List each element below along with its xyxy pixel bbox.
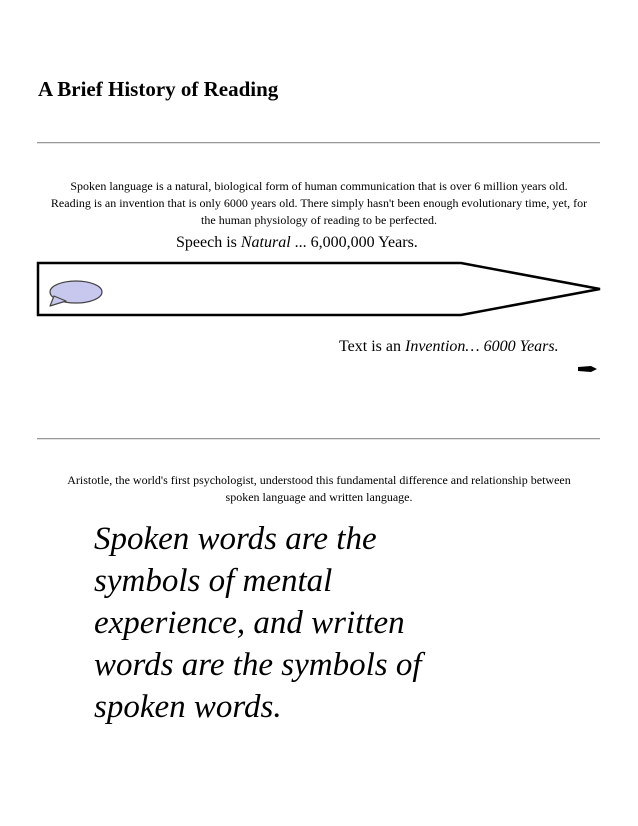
- quote-line-4: words are the symbols of: [94, 647, 422, 683]
- intro-line-3: the human physiology of reading to be perfected.: [201, 213, 437, 227]
- page-title: A Brief History of Reading: [38, 77, 279, 101]
- text-caption: [339, 338, 559, 356]
- speech-caption-emphasis: Natural: [240, 234, 291, 251]
- quote-line-3: experience, and written: [94, 605, 405, 641]
- speech-caption-prefix: Speech is: [176, 234, 241, 251]
- text-caption-emphasis: Invention… 6000 Years.: [404, 338, 559, 355]
- divider-middle: [37, 438, 600, 440]
- pencil-tip-icon: [578, 366, 597, 372]
- quote-line-1: Spoken words are the: [94, 521, 377, 557]
- intro-line-2: Reading is an invention that is only 6000 years old. There simply hasn't been enough evolutionary time, yet, for: [50, 196, 588, 210]
- aristotle-line-1: Aristotle, the world's first psychologist, understood this fundamental difference and relationship between: [67, 473, 571, 487]
- quote-line-5: spoken words.: [94, 689, 282, 725]
- aristotle-paragraph: [30, 472, 608, 506]
- aristotle-line-2: spoken language and written language.: [225, 490, 413, 504]
- quote-line-2: symbols of mental: [94, 563, 333, 599]
- text-caption-prefix: Text is an: [339, 338, 405, 355]
- aristotle-quote: [94, 518, 554, 728]
- intro-line-1: Spoken language is a natural, biological form of human communication that is over 6 million years old.: [70, 179, 568, 193]
- speech-caption-suffix: ... 6,000,000 Years.: [290, 234, 418, 251]
- speech-arrow: [38, 263, 600, 315]
